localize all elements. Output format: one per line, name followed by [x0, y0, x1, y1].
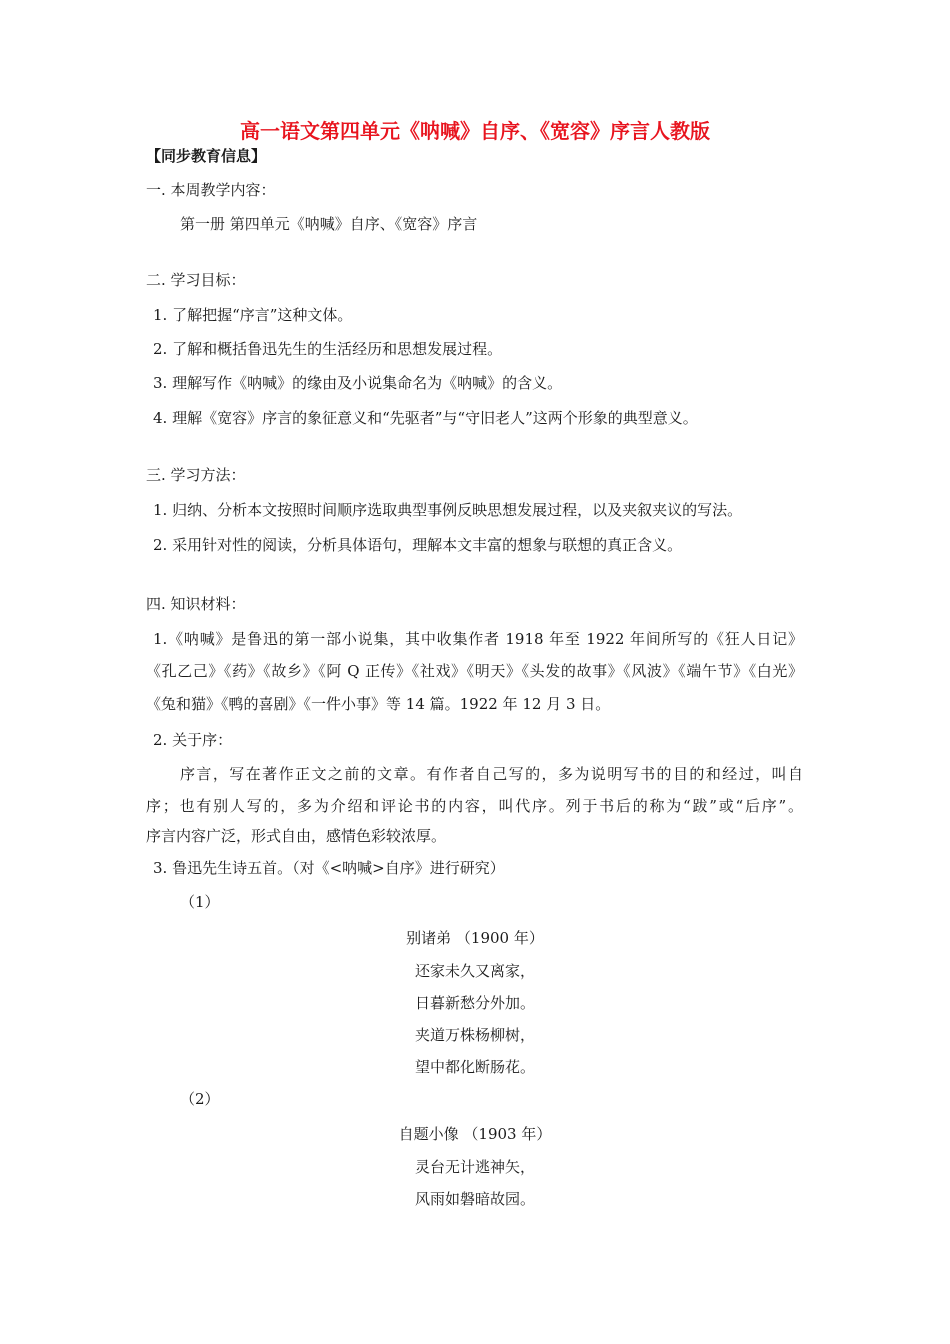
goal-item: 4. 理解《宽容》序言的象征意义和“先驱者”与“守旧老人”这两个形象的典型意义。: [153, 409, 698, 427]
poem-line: 灵台无计逃神矢，: [414, 1158, 535, 1176]
section-heading-methods: 三. 学习方法：: [146, 466, 246, 484]
paragraph-line: 《兔和猫》《鸭的喜剧》《一件小事》等 14 篇。1922 年 12 月 3 日。: [146, 695, 611, 713]
poem-line: 还家未久又离家，: [414, 962, 535, 980]
poem-title: 自题小像 （1903 年）: [398, 1125, 552, 1143]
goal-item: 1. 了解把握“序言”这种文体。: [153, 306, 353, 324]
poem-line: 望中都化断肠花。: [414, 1058, 535, 1076]
poem-line: 夹道万株杨柳树，: [414, 1026, 535, 1044]
section-heading-goals: 二. 学习目标：: [146, 271, 246, 289]
info-header: 【同步教育信息】: [146, 147, 267, 165]
section-heading-content: 一. 本周教学内容：: [146, 181, 276, 199]
goal-item: 3. 理解写作《呐喊》的缘由及小说集命名为《呐喊》的含义。: [153, 374, 563, 392]
paragraph-line: 序言，写在著作正文之前的文章。有作者自己写的，多为说明写书的目的和经过，叫自: [180, 765, 803, 783]
poem-line: 日暮新愁分外加。: [414, 994, 535, 1012]
subheading-preface: 2. 关于序：: [153, 731, 233, 749]
method-item: 1. 归纳、分析本文按照时间顺序选取典型事例反映思想发展过程，以及夹叙夹议的写法。: [153, 501, 743, 519]
paragraph-line: 序；也有别人写的，多为介绍和评论书的内容，叫代序。列于书后的称为“跋”或“后序”。: [146, 797, 803, 815]
paragraph-line: 《孔乙己》《药》《故乡》《阿 Q 正传》《社戏》《明天》《头发的故事》《风波》《端午节》《白光》: [146, 662, 803, 680]
method-item: 2. 采用针对性的阅读，分析具体语句，理解本文丰富的想象与联想的真正含义。: [153, 536, 683, 554]
content-line: 第一册 第四单元《呐喊》自序、《宽容》序言: [180, 215, 478, 233]
paragraph-line: 序言内容广泛，形式自由，感情色彩较浓厚。: [146, 827, 447, 845]
poem-number: （1）: [180, 893, 220, 911]
subheading-poems: 3. 鲁迅先生诗五首。（对《<呐喊>自序》进行研究）: [153, 859, 505, 877]
goal-item: 2. 了解和概括鲁迅先生的生活经历和思想发展过程。: [153, 340, 503, 358]
paragraph-line: 1.《呐喊》是鲁迅的第一部小说集，其中收集作者 1918 年至 1922 年间所写的《狂人日记》: [153, 630, 803, 648]
poem-line: 风雨如磐暗故园。: [414, 1190, 535, 1208]
document-title: 高一语文第四单元《呐喊》自序、《宽容》序言人教版: [240, 119, 710, 143]
poem-title: 别诸弟 （1900 年）: [406, 929, 544, 947]
section-heading-materials: 四. 知识材料：: [146, 595, 246, 613]
poem-number: （2）: [180, 1090, 220, 1108]
